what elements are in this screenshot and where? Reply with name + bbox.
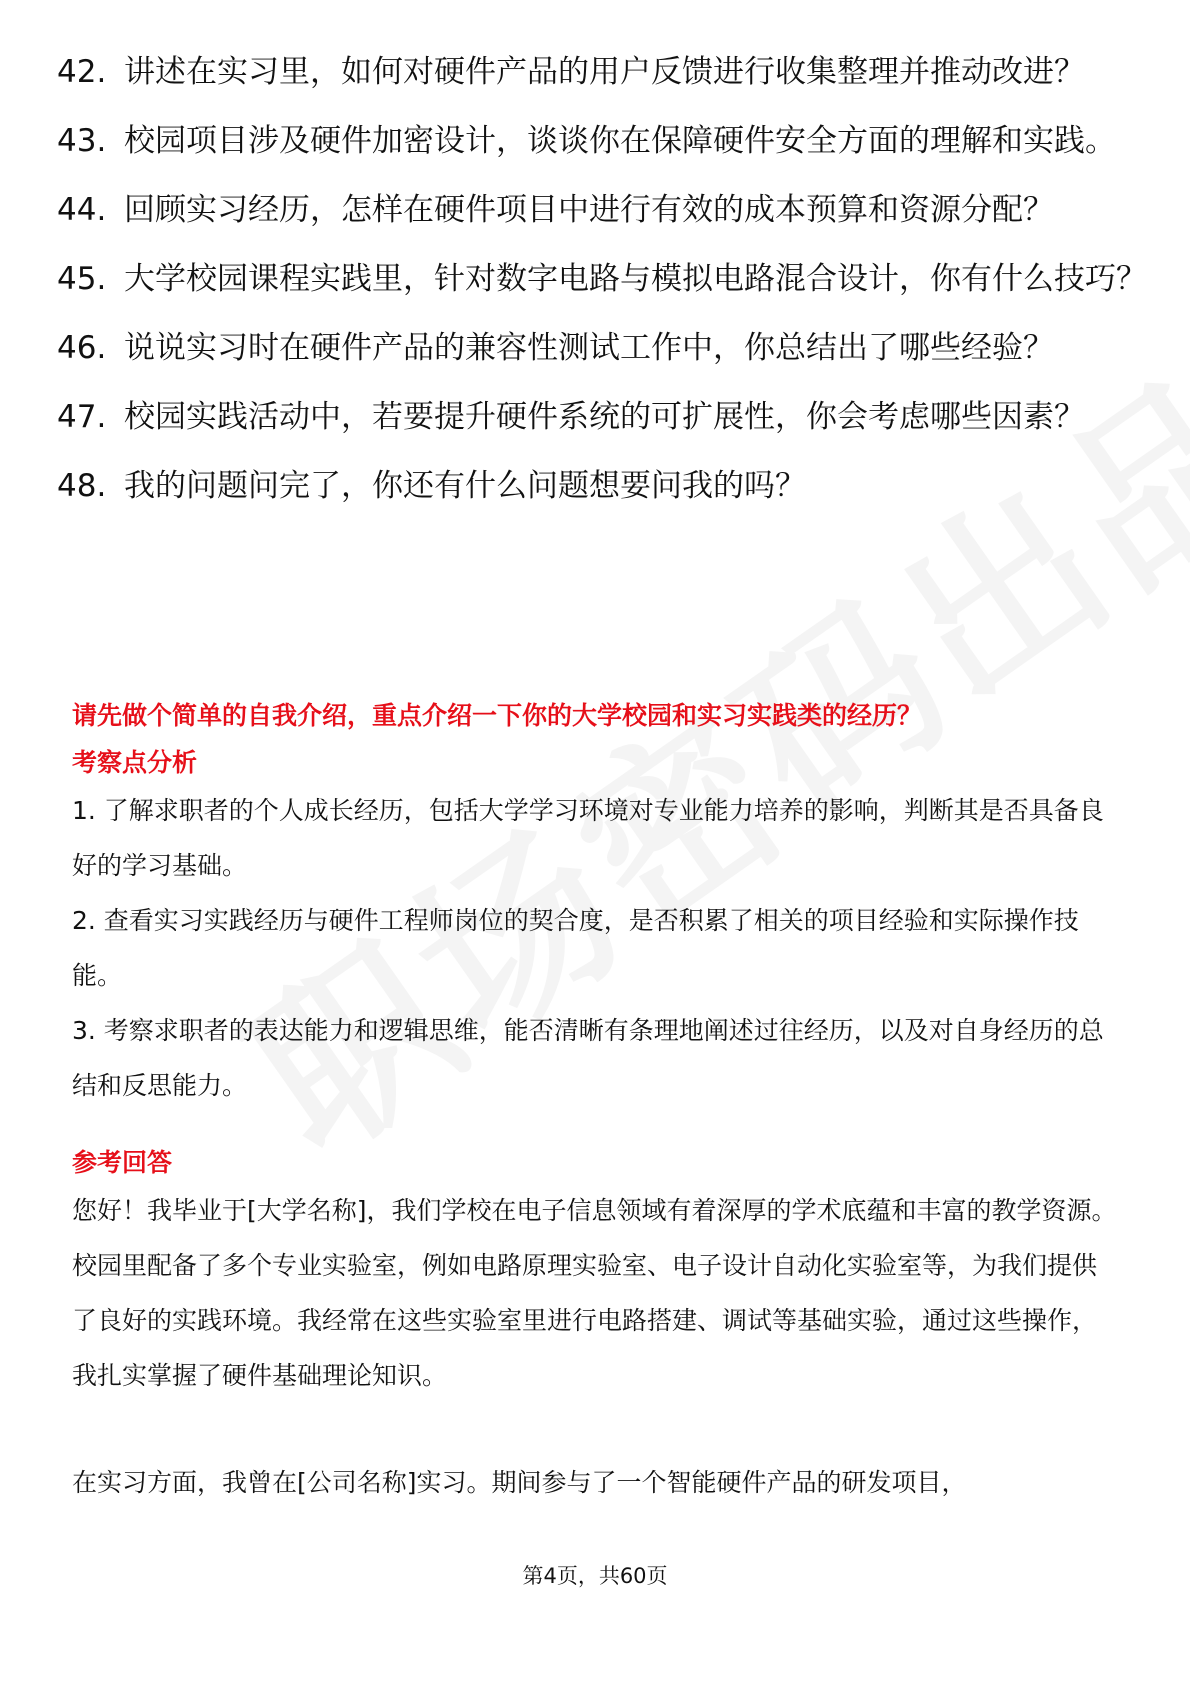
question-text: 回顾实习经历，怎样在硬件项目中进行有效的成本预算和资源分配？ [124, 192, 1054, 228]
question-item [57, 395, 1147, 440]
analysis-title: 考察点分析 [72, 748, 198, 777]
question-text: 说说实习时在硬件产品的兼容性测试工作中，你总结出了哪些经验？ [124, 330, 1054, 366]
question-text: 讲述在实习里，如何对硬件产品的用户反馈进行收集整理并推动改进？ [124, 54, 1085, 90]
question-text: 大学校园课程实践里，针对数字电路与模拟电路混合设计，你有什么技巧？ [124, 261, 1147, 297]
question-list [57, 50, 1147, 533]
question-item [57, 50, 1147, 95]
page-number: 第4页，共60页 [522, 1564, 668, 1588]
question-number: 43. [57, 123, 107, 159]
analysis-point: 1. 了解求职者的个人成长经历，包括大学学习环境对专业能力培养的影响，判断其是否具备良好的学习基础。 [72, 796, 1104, 880]
qa-section [72, 696, 1120, 1510]
answer-title: 参考回答 [72, 1148, 173, 1177]
question-number: 44. [57, 192, 107, 228]
question-text: 校园项目涉及硬件加密设计，谈谈你在保障硬件安全方面的理解和实践。 [124, 123, 1116, 159]
question-text: 我的问题问完了，你还有什么问题想要问我的吗？ [124, 468, 806, 504]
question-item [57, 119, 1147, 164]
question-item [57, 326, 1147, 371]
analysis-point: 2. 查看实习实践经历与硬件工程师岗位的契合度，是否积累了相关的项目经验和实际操作技能。 [72, 906, 1079, 990]
question-number: 46. [57, 330, 107, 366]
question-item [57, 188, 1147, 233]
question-number: 48. [57, 468, 107, 504]
question-number: 47. [57, 399, 107, 435]
answer-paragraph: 您好！我毕业于[大学名称]，我们学校在电子信息领域有着深厚的学术底蕴和丰富的教学资源。校园里配备了多个专业实验室，例如电路原理实验室、电子设计自动化实验室等，为我们提供了良好的实践环境。我经常在这些实验室里进行电路搭建、调试等基础实验，通过这些操作，我扎实掌握了硬件基础理论知识。 [72, 1196, 1117, 1390]
answer-paragraph: 在实习方面，我曾在[公司名称]实习。期间参与了一个智能硬件产品的研发项目， [72, 1468, 967, 1497]
question-text: 校园实践活动中，若要提升硬件系统的可扩展性，你会考虑哪些因素？ [124, 399, 1085, 435]
question-item [57, 464, 1147, 509]
analysis-point: 3. 考察求职者的表达能力和逻辑思维，能否清晰有条理地阐述过往经历，以及对自身经历的总结和反思能力。 [72, 1016, 1104, 1100]
question-item [57, 257, 1147, 302]
question-number: 42. [57, 54, 107, 90]
main-question: 请先做个简单的自我介绍，重点介绍一下你的大学校园和实习实践类的经历？ [72, 701, 923, 730]
question-number: 45. [57, 261, 107, 297]
